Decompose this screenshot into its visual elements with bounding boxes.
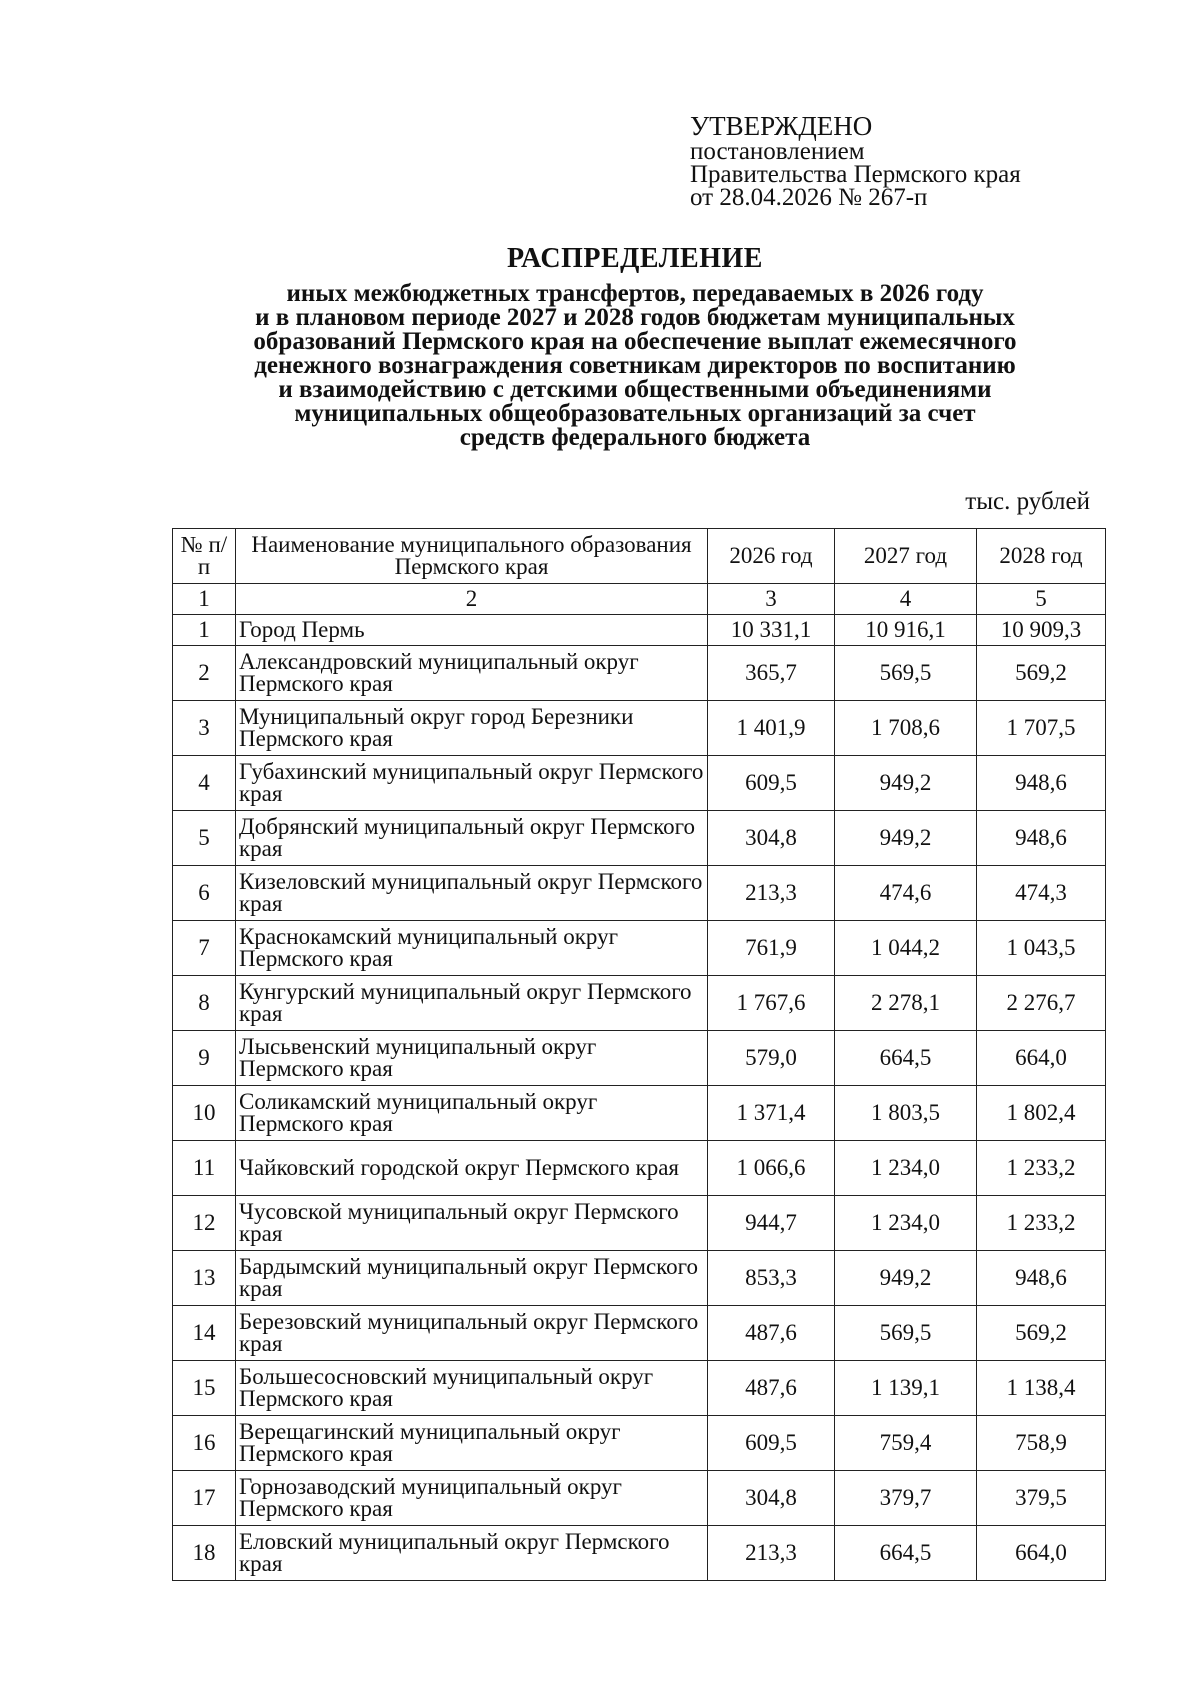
column-index: 1 (173, 584, 236, 615)
unit-label: тыс. рублей (965, 488, 1090, 515)
row-number: 5 (173, 811, 236, 866)
value-2027: 759,4 (835, 1416, 977, 1471)
value-2027: 1 803,5 (835, 1086, 977, 1141)
municipality-name: Бардымский муниципальный округ Пермского края (236, 1251, 708, 1306)
value-2026: 579,0 (708, 1031, 835, 1086)
value-2028: 1 802,4 (977, 1086, 1106, 1141)
municipality-name: Большесосновский муниципальный округ Пермского края (236, 1361, 708, 1416)
row-number: 16 (173, 1416, 236, 1471)
header-2026: 2026 год (708, 529, 835, 584)
value-2028: 474,3 (977, 866, 1106, 921)
table-row (173, 756, 1106, 811)
municipality-name: Город Пермь (236, 615, 708, 646)
table-row (173, 976, 1106, 1031)
value-2026: 487,6 (708, 1361, 835, 1416)
value-2028: 1 233,2 (977, 1196, 1106, 1251)
value-2026: 213,3 (708, 1526, 835, 1581)
municipality-name: Краснокамский муниципальный округ Пермского края (236, 921, 708, 976)
approval-stamp (690, 112, 1021, 209)
municipality-name: Чусовской муниципальный округ Пермского края (236, 1196, 708, 1251)
value-2027: 10 916,1 (835, 615, 977, 646)
row-number: 14 (173, 1306, 236, 1361)
column-index: 2 (236, 584, 708, 615)
value-2027: 664,5 (835, 1031, 977, 1086)
table-row (173, 1031, 1106, 1086)
subtitle-line: иных межбюджетных трансфертов, передаваемых в 2026 году (286, 280, 984, 307)
value-2028: 1 233,2 (977, 1141, 1106, 1196)
table-row (173, 1471, 1106, 1526)
subtitle-line: образований Пермского края на обеспечение выплат ежемесячного (253, 328, 1017, 355)
municipality-name: Александровский муниципальный округ Пермского края (236, 646, 708, 701)
municipality-name: Соликамский муниципальный округ Пермского края (236, 1086, 708, 1141)
value-2027: 1 044,2 (835, 921, 977, 976)
value-2026: 10 331,1 (708, 615, 835, 646)
subtitle-line: денежного вознаграждения советникам директоров по воспитанию (254, 352, 1016, 379)
table-row (173, 1526, 1106, 1581)
municipality-name: Добрянский муниципальный округ Пермского края (236, 811, 708, 866)
column-index: 3 (708, 584, 835, 615)
row-number: 15 (173, 1361, 236, 1416)
table-row (173, 1196, 1106, 1251)
value-2026: 609,5 (708, 756, 835, 811)
value-2026: 365,7 (708, 646, 835, 701)
table-row (173, 701, 1106, 756)
value-2026: 1 401,9 (708, 701, 835, 756)
value-2026: 304,8 (708, 811, 835, 866)
value-2028: 1 138,4 (977, 1361, 1106, 1416)
table-row (173, 866, 1106, 921)
value-2026: 1 371,4 (708, 1086, 835, 1141)
value-2026: 304,8 (708, 1471, 835, 1526)
municipality-name: Чайковский городской округ Пермского края (236, 1141, 708, 1196)
approval-heading: УТВЕРЖДЕНО (690, 111, 873, 141)
value-2027: 664,5 (835, 1526, 977, 1581)
value-2027: 474,6 (835, 866, 977, 921)
value-2027: 1 708,6 (835, 701, 977, 756)
municipality-name: Березовский муниципальный округ Пермского края (236, 1306, 708, 1361)
value-2027: 569,5 (835, 646, 977, 701)
value-2028: 664,0 (977, 1031, 1106, 1086)
distribution-table (172, 528, 1106, 1581)
table-row (173, 1306, 1106, 1361)
value-2027: 1 234,0 (835, 1196, 977, 1251)
value-2028: 948,6 (977, 756, 1106, 811)
value-2028: 569,2 (977, 1306, 1106, 1361)
row-number: 9 (173, 1031, 236, 1086)
value-2027: 1 139,1 (835, 1361, 977, 1416)
municipality-name: Еловский муниципальный округ Пермского края (236, 1526, 708, 1581)
municipality-name: Кунгурский муниципальный округ Пермского края (236, 976, 708, 1031)
column-index: 4 (835, 584, 977, 615)
approval-line: Правительства Пермского края (690, 161, 1021, 188)
table-row (173, 646, 1106, 701)
value-2028: 2 276,7 (977, 976, 1106, 1031)
document-title: РАСПРЕДЕЛЕНИЕ (507, 243, 763, 274)
value-2028: 569,2 (977, 646, 1106, 701)
value-2026: 761,9 (708, 921, 835, 976)
value-2028: 10 909,3 (977, 615, 1106, 646)
value-2026: 944,7 (708, 1196, 835, 1251)
value-2028: 1 707,5 (977, 701, 1106, 756)
value-2027: 569,5 (835, 1306, 977, 1361)
column-index: 5 (977, 584, 1106, 615)
header-num: № п/п (173, 529, 236, 584)
municipality-name: Губахинский муниципальный округ Пермского края (236, 756, 708, 811)
value-2028: 948,6 (977, 811, 1106, 866)
header-name: Наименование муниципального образования Пермского края (236, 529, 708, 584)
value-2026: 1 767,6 (708, 976, 835, 1031)
row-number: 12 (173, 1196, 236, 1251)
table-row (173, 1361, 1106, 1416)
row-number: 3 (173, 701, 236, 756)
subtitle-line: и взаимодействию с детскими общественными объединениями (278, 376, 992, 403)
table-row (173, 615, 1106, 646)
value-2027: 2 278,1 (835, 976, 977, 1031)
document-subtitle (140, 282, 1130, 450)
row-number: 13 (173, 1251, 236, 1306)
municipality-name: Горнозаводский муниципальный округ Пермского края (236, 1471, 708, 1526)
value-2028: 758,9 (977, 1416, 1106, 1471)
municipality-name: Кизеловский муниципальный округ Пермского края (236, 866, 708, 921)
row-number: 10 (173, 1086, 236, 1141)
table-row (173, 1251, 1106, 1306)
value-2027: 379,7 (835, 1471, 977, 1526)
row-number: 6 (173, 866, 236, 921)
value-2028: 1 043,5 (977, 921, 1106, 976)
value-2026: 1 066,6 (708, 1141, 835, 1196)
value-2028: 664,0 (977, 1526, 1106, 1581)
approval-date-line: от 28.04.2026 № 267-п (690, 184, 928, 211)
header-2028: 2028 год (977, 529, 1106, 584)
table-row (173, 1141, 1106, 1196)
municipality-name: Муниципальный округ город Березники Пермского края (236, 701, 708, 756)
value-2027: 949,2 (835, 811, 977, 866)
row-number: 1 (173, 615, 236, 646)
value-2027: 1 234,0 (835, 1141, 977, 1196)
value-2026: 213,3 (708, 866, 835, 921)
approval-line: постановлением (690, 138, 865, 165)
value-2026: 487,6 (708, 1306, 835, 1361)
value-2026: 609,5 (708, 1416, 835, 1471)
municipality-name: Лысьвенский муниципальный округ Пермского края (236, 1031, 708, 1086)
table-header-row (173, 529, 1106, 584)
value-2028: 948,6 (977, 1251, 1106, 1306)
value-2028: 379,5 (977, 1471, 1106, 1526)
row-number: 4 (173, 756, 236, 811)
row-number: 11 (173, 1141, 236, 1196)
value-2027: 949,2 (835, 756, 977, 811)
subtitle-line: муниципальных общеобразовательных организаций за счет (294, 400, 976, 427)
column-index-row (173, 584, 1106, 615)
row-number: 2 (173, 646, 236, 701)
municipality-name: Верещагинский муниципальный округ Пермского края (236, 1416, 708, 1471)
table-row (173, 811, 1106, 866)
subtitle-line: средств федерального бюджета (459, 424, 811, 451)
table-row (173, 1086, 1106, 1141)
row-number: 17 (173, 1471, 236, 1526)
row-number: 7 (173, 921, 236, 976)
table-row (173, 1416, 1106, 1471)
table-row (173, 921, 1106, 976)
subtitle-line: и в плановом периоде 2027 и 2028 годов бюджетам муниципальных (255, 304, 1015, 331)
row-number: 8 (173, 976, 236, 1031)
value-2026: 853,3 (708, 1251, 835, 1306)
value-2027: 949,2 (835, 1251, 977, 1306)
row-number: 18 (173, 1526, 236, 1581)
header-2027: 2027 год (835, 529, 977, 584)
